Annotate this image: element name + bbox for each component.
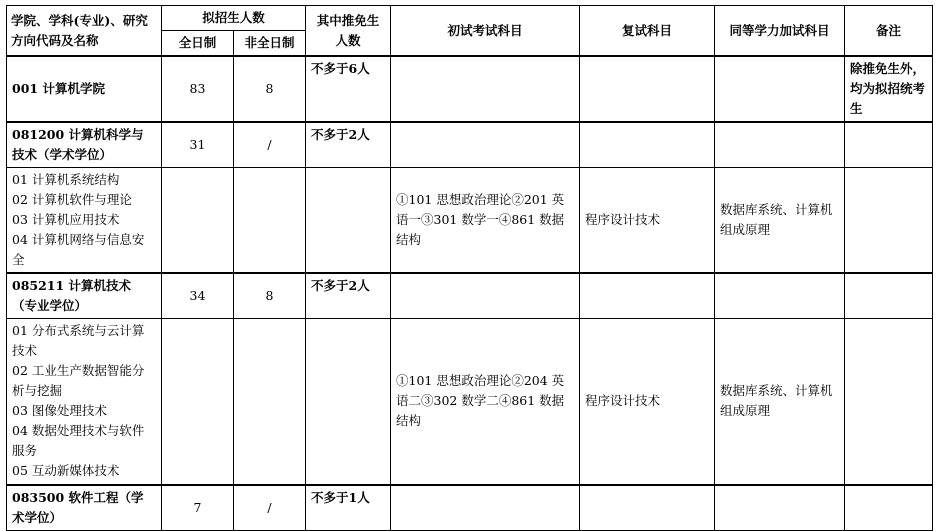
cs-directions	[7, 168, 162, 274]
direction-item: 01 计算机系统结构	[12, 172, 120, 187]
se-parttime: /	[234, 485, 306, 531]
direction-item: 04 数据处理技术与软件服务	[12, 423, 145, 458]
college-fulltime: 83	[162, 56, 234, 122]
cs-exam: ①101 思想政治理论②201 英语一③301 数学一④861 数据结构	[391, 168, 580, 274]
direction-item: 02 计算机软件与理论	[12, 192, 132, 207]
direction-item: 01 分布式系统与云计算技术	[12, 323, 145, 358]
cs-parttime: /	[234, 122, 306, 168]
cs-exam-empty	[391, 122, 580, 168]
header-exam: 初试考试科目	[391, 6, 580, 57]
direction-item: 04 计算机网络与信息安全	[12, 232, 145, 267]
table-row-se	[7, 485, 933, 531]
college-remark: 除推免生外，均为拟招统考生	[845, 56, 933, 122]
college-name: 001 计算机学院	[7, 56, 162, 122]
direction-item: 03 图像处理技术	[12, 403, 107, 418]
cs-equiv: 数据库系统、计算机组成原理	[715, 168, 845, 274]
se-retest-empty	[580, 485, 715, 531]
header-fulltime: 全日制	[162, 31, 234, 57]
direction-item: 05 互动新媒体技术	[12, 463, 120, 478]
college-retest	[580, 56, 715, 122]
college-parttime: 8	[234, 56, 306, 122]
header-exempt: 其中推免生人数	[306, 6, 391, 57]
table-row-ct	[7, 273, 933, 319]
ct-remark-empty	[845, 273, 933, 319]
college-exempt: 不多于6人	[306, 56, 391, 122]
header-retest: 复试科目	[580, 6, 715, 57]
cs-retest: 程序设计技术	[580, 168, 715, 274]
table-row-cs-directions	[7, 168, 933, 274]
cs-dirs-parttime-empty	[234, 168, 306, 274]
ct-exam-empty	[391, 273, 580, 319]
table-row-ct-directions	[7, 319, 933, 485]
se-exempt: 不多于1人	[306, 485, 391, 531]
cs-dirs-exempt-empty	[306, 168, 391, 274]
header-dept: 学院、学科(专业)、研究方向代码及名称	[7, 6, 162, 57]
ct-name: 085211 计算机技术（专业学位）	[7, 273, 162, 319]
ct-retest-empty	[580, 273, 715, 319]
ct-dirs-fulltime-empty	[162, 319, 234, 485]
ct-exempt: 不多于2人	[306, 273, 391, 319]
cs-exempt: 不多于2人	[306, 122, 391, 168]
cs-dirs-remark-empty	[845, 168, 933, 274]
ct-parttime: 8	[234, 273, 306, 319]
ct-equiv-empty	[715, 273, 845, 319]
header-plan: 拟招生人数	[162, 6, 306, 31]
cs-equiv-empty	[715, 122, 845, 168]
admission-table	[6, 5, 933, 531]
cs-name: 081200 计算机科学与技术（学术学位）	[7, 122, 162, 168]
college-equiv	[715, 56, 845, 122]
cs-dirs-fulltime-empty	[162, 168, 234, 274]
se-fulltime: 7	[162, 485, 234, 531]
se-remark-empty	[845, 485, 933, 531]
ct-dirs-exempt-empty	[306, 319, 391, 485]
ct-retest: 程序设计技术	[580, 319, 715, 485]
se-equiv-empty	[715, 485, 845, 531]
cs-retest-empty	[580, 122, 715, 168]
ct-equiv: 数据库系统、计算机组成原理	[715, 319, 845, 485]
header-parttime: 非全日制	[234, 31, 306, 57]
se-exam-empty	[391, 485, 580, 531]
ct-directions	[7, 319, 162, 485]
ct-dirs-parttime-empty	[234, 319, 306, 485]
header-remark: 备注	[845, 6, 933, 57]
ct-exam: ①101 思想政治理论②204 英语二③302 数学二④861 数据结构	[391, 319, 580, 485]
ct-dirs-remark-empty	[845, 319, 933, 485]
direction-item: 02 工业生产数据智能分析与挖掘	[12, 363, 145, 398]
cs-remark-empty	[845, 122, 933, 168]
direction-item: 03 计算机应用技术	[12, 212, 120, 227]
college-exam	[391, 56, 580, 122]
se-name: 083500 软件工程（学术学位）	[7, 485, 162, 531]
table-row-cs	[7, 122, 933, 168]
ct-fulltime: 34	[162, 273, 234, 319]
header-equiv: 同等学力加试科目	[715, 6, 845, 57]
cs-fulltime: 31	[162, 122, 234, 168]
table-row-college	[7, 56, 933, 122]
